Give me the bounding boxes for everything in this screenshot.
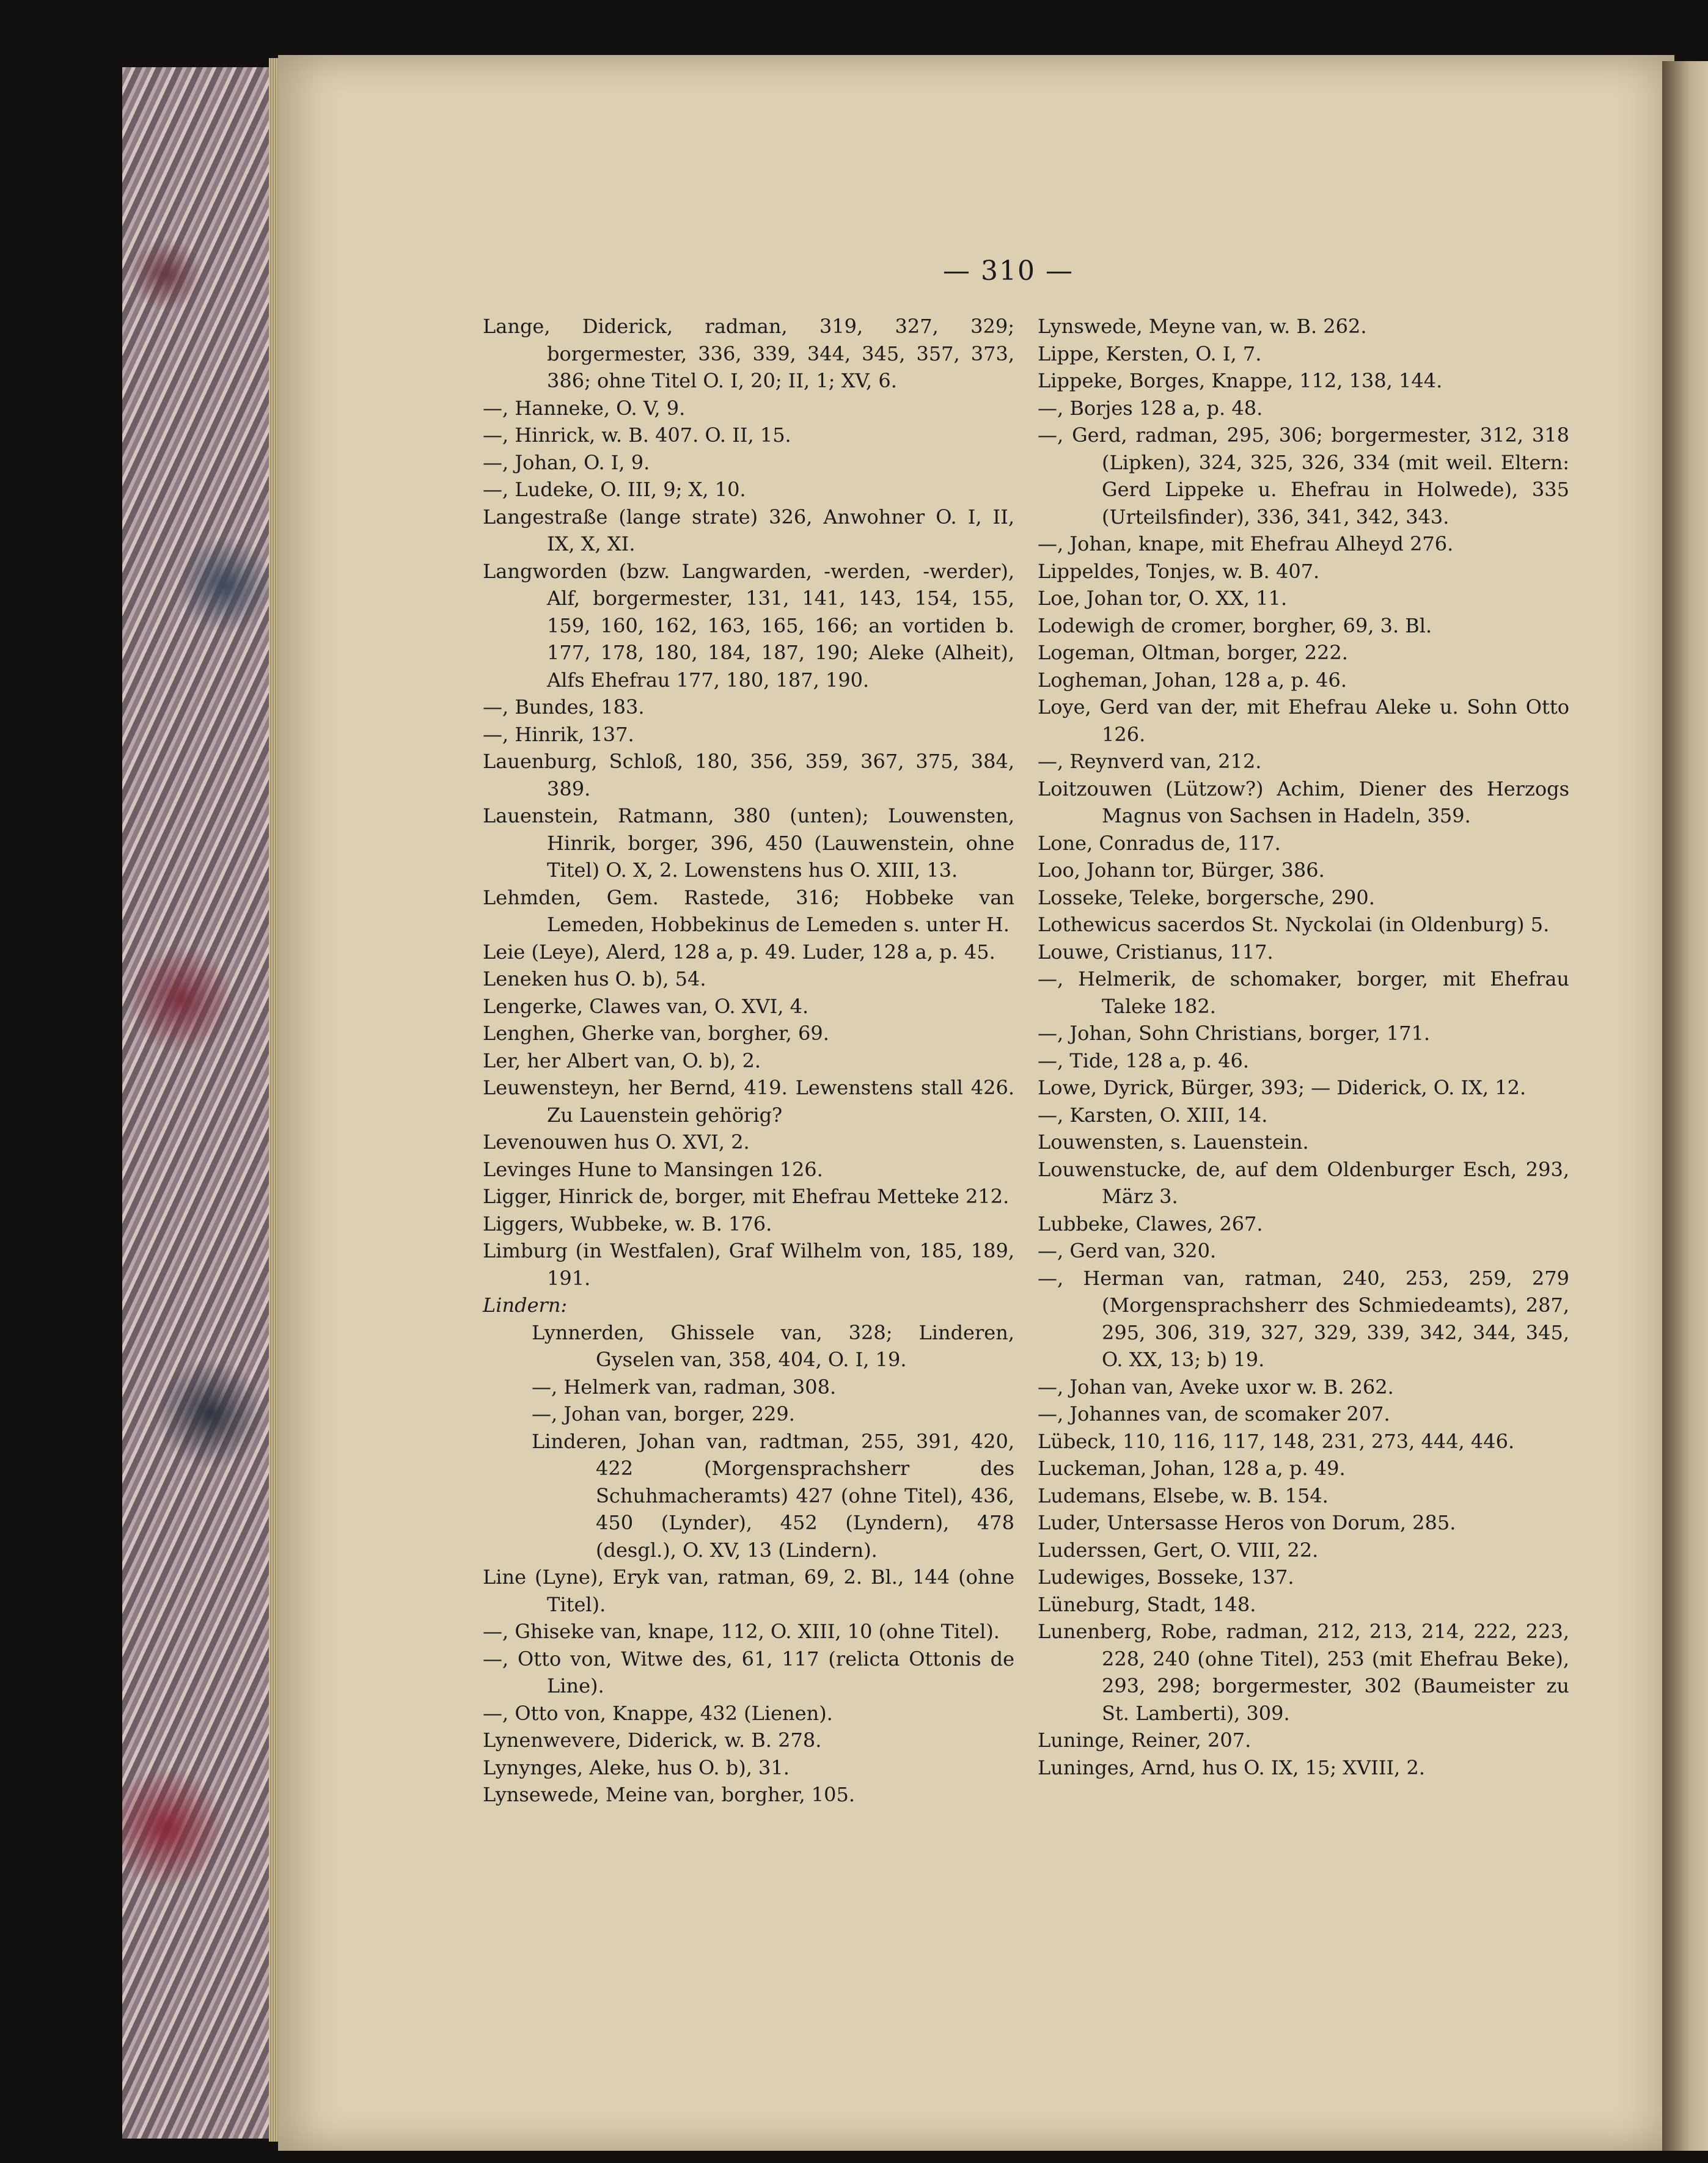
index-entry: Levinges Hune to Mansingen 126. xyxy=(483,1157,823,1181)
index-entry: Langworden (bzw. Langwarden, -werden, -werder), Alf, borgermester, 131, 141, 143, 154, 155, 159, 160, 162, 163, 165, 166; an vortiden b. 177, 178, 180, 184, 187, 190; Aleke (Alheit), Alfs Ehefrau 177, 180, 187, 190. xyxy=(483,559,1014,692)
index-entry: —, Otto von, Witwe des, 61, 117 (relicta Ottonis de Line). xyxy=(483,1647,1014,1697)
index-entry: —, Borjes 128 a, p. 48. xyxy=(1038,396,1263,420)
index-entry: Lange, Diderick, radman, 319, 327, 329; borgermester, 336, 339, 344, 345, 357, 373, 386; ohne Titel O. I, 20; II, 1; XV, 6. xyxy=(483,315,1014,392)
index-entry: Ludewiges, Bosseke, 137. xyxy=(1038,1565,1294,1589)
index-entry: Luder, Untersasse Heros von Dorum, 285. xyxy=(1038,1511,1456,1534)
index-entry: —, Hinrik, 137. xyxy=(483,722,634,746)
index-entry: —, Gerd van, 320. xyxy=(1038,1239,1217,1262)
index-entry: Ligger, Hinrick de, borger, mit Ehefrau Metteke 212. xyxy=(483,1185,1010,1208)
index-entry: Luninges, Arnd, hus O. IX, 15; XVIII, 2. xyxy=(1038,1755,1425,1779)
index-entry: Luninge, Reiner, 207. xyxy=(1038,1729,1252,1752)
index-entry: Lodewigh de cromer, borgher, 69, 3. Bl. xyxy=(1038,613,1432,637)
marbled-book-edge xyxy=(122,67,269,2139)
index-entry: Losseke, Teleke, borgersche, 290. xyxy=(1038,885,1375,909)
index-entry: —, Ludeke, O. III, 9; X, 10. xyxy=(483,478,746,501)
index-entry: Loe, Johan tor, O. XX, 11. xyxy=(1038,587,1288,610)
index-entry: Lynenwevere, Diderick, w. B. 278. xyxy=(483,1729,822,1752)
index-entry: —, Johan, Sohn Christians, borger, 171. xyxy=(1038,1022,1431,1045)
index-entry: Luckeman, Johan, 128 a, p. 49. xyxy=(1038,1457,1346,1480)
index-subentry: —, Helmerk van, radman, 308. xyxy=(532,1375,837,1399)
left-column xyxy=(483,313,1014,1809)
index-entry: Lübeck, 110, 116, 117, 148, 231, 273, 444, 446. xyxy=(1038,1429,1515,1453)
index-entry: —, Karsten, O. XIII, 14. xyxy=(1038,1103,1268,1127)
index-entry: Ludemans, Elsebe, w. B. 154. xyxy=(1038,1484,1329,1507)
index-entry: Lubbeke, Clawes, 267. xyxy=(1038,1212,1263,1235)
index-entry: —, Herman van, ratman, 240, 253, 259, 279 (Morgensprachsherr des Schmiedeamts), 287, 295, 306, 319, 327, 329, 339, 342, 344, 345, O. XX, 13; b) 19. xyxy=(1038,1266,1569,1371)
index-entry: Louwe, Cristianus, 117. xyxy=(1038,940,1274,964)
index-entry: Loitzouwen (Lützow?) Achim, Diener des Herzogs Magnus von Sachsen in Hadeln, 359. xyxy=(1038,777,1569,827)
index-entry: Lippeke, Borges, Knappe, 112, 138, 144. xyxy=(1038,369,1443,392)
index-entry: Lengerke, Clawes van, O. XVI, 4. xyxy=(483,994,809,1018)
index-entry: Lenghen, Gherke van, borgher, 69. xyxy=(483,1022,829,1045)
index-entry: —, Helmerik, de schomaker, borger, mit Ehefrau Taleke 182. xyxy=(1038,967,1569,1018)
index-entry: Lone, Conradus de, 117. xyxy=(1038,831,1281,855)
index-entry: —, Otto von, Knappe, 432 (Lienen). xyxy=(483,1701,833,1725)
index-entry: Liggers, Wubbeke, w. B. 176. xyxy=(483,1212,772,1235)
index-entry: —, Hanneke, O. V, 9. xyxy=(483,396,686,420)
index-entry: —, Ghiseke van, knape, 112, O. XIII, 10 (ohne Titel). xyxy=(483,1620,1000,1643)
index-entry: Louwenstucke, de, auf dem Oldenburger Esch, 293, März 3. xyxy=(1038,1157,1569,1208)
right-column xyxy=(1038,313,1569,1781)
index-entry: Lynswede, Meyne van, w. B. 262. xyxy=(1038,315,1367,338)
index-entry: Loye, Gerd van der, mit Ehefrau Aleke u. Sohn Otto 126. xyxy=(1038,695,1569,746)
index-entry: Lippe, Kersten, O. I, 7. xyxy=(1038,342,1262,365)
index-entry: Lowe, Dyrick, Bürger, 393; — Diderick, O. IX, 12. xyxy=(1038,1076,1527,1099)
index-entry: Loo, Johann tor, Bürger, 386. xyxy=(1038,858,1325,882)
index-subentry: Lynnerden, Ghissele van, 328; Linderen, Gyselen van, 358, 404, O. I, 19. xyxy=(532,1320,1014,1371)
index-entry: Lauenstein, Ratmann, 380 (unten); Louwensten, Hinrik, borger, 396, 450 (Lauwenstein, ohne Titel) O. X, 2. Lowenstens hus O. XIII, 13. xyxy=(483,804,1014,882)
index-subentry: —, Johan van, borger, 229. xyxy=(532,1402,795,1426)
index-entry: —, Bundes, 183. xyxy=(483,695,645,719)
index-entry: Lunenberg, Robe, radman, 212, 213, 214, 222, 223, 228, 240 (ohne Titel), 253 (mit Ehefrau Beke), 293, 298; borgermester, 302 (Baumeister zu St. Lamberti), 309. xyxy=(1038,1620,1569,1725)
index-entry: Ler, her Albert van, O. b), 2. xyxy=(483,1049,761,1072)
index-entry: Lynsewede, Meine van, borgher, 105. xyxy=(483,1783,856,1806)
index-entry: Lauenburg, Schloß, 180, 356, 359, 367, 375, 384, 389. xyxy=(483,750,1014,800)
facing-page-edge xyxy=(1662,61,1708,2151)
index-entry: —, Johan van, Aveke uxor w. B. 262. xyxy=(1038,1375,1394,1399)
index-entry: Lehmden, Gem. Rastede, 316; Hobbeke van Lemeden, Hobbekinus de Lemeden s. unter H. xyxy=(483,885,1014,936)
index-entry: Leneken hus O. b), 54. xyxy=(483,967,706,990)
index-entry: Leie (Leye), Alerd, 128 a, p. 49. Luder, 128 a, p. 45. xyxy=(483,940,995,964)
index-entry: —, Reynverd van, 212. xyxy=(1038,750,1262,773)
index-entry: Line (Lyne), Eryk van, ratman, 69, 2. Bl., 144 (ohne Titel). xyxy=(483,1565,1014,1616)
index-entry: Levenouwen hus O. XVI, 2. xyxy=(483,1130,750,1154)
index-entry: Lothewicus sacerdos St. Nyckolai (in Oldenburg) 5. xyxy=(1038,913,1550,936)
index-subentry: Linderen, Johan van, radtman, 255, 391, 420, 422 (Morgensprachsherr des Schuhmacheramts) 427 (ohne Titel), 436, 450 (Lynder), 452 (Lyndern), 478 (desgl.), O. XV, 13 (Lindern). xyxy=(532,1429,1014,1562)
index-entry: —, Hinrick, w. B. 407. O. II, 15. xyxy=(483,423,791,447)
index-entry: Logheman, Johan, 128 a, p. 46. xyxy=(1038,668,1347,692)
page-number: — 310 — xyxy=(943,255,1074,287)
index-entry: Langestraße (lange strate) 326, Anwohner O. I, II, IX, X, XI. xyxy=(483,505,1014,555)
index-entry: Lynynges, Aleke, hus O. b), 31. xyxy=(483,1755,790,1779)
index-entry: Lippeldes, Tonjes, w. B. 407. xyxy=(1038,559,1320,583)
index-heading: Lindern: xyxy=(483,1294,568,1317)
index-entry: —, Gerd, radman, 295, 306; borgermester, 312, 318 (Lipken), 324, 325, 326, 334 (mit weil. Eltern: Gerd Lippeke u. Ehefrau in Holwede), 335 (Urteilsfinder), 336, 341, 342, 343. xyxy=(1038,423,1569,529)
index-entry: —, Tide, 128 a, p. 46. xyxy=(1038,1049,1250,1072)
index-entry: Louwensten, s. Lauenstein. xyxy=(1038,1130,1309,1154)
index-entry: —, Johan, knape, mit Ehefrau Alheyd 276. xyxy=(1038,532,1454,555)
index-entry: Lüneburg, Stadt, 148. xyxy=(1038,1592,1256,1616)
index-entry: Limburg (in Westfalen), Graf Wilhelm von, 185, 189, 191. xyxy=(483,1239,1014,1290)
index-entry: Luderssen, Gert, O. VIII, 22. xyxy=(1038,1538,1319,1562)
index-entry: Logeman, Oltman, borger, 222. xyxy=(1038,641,1348,664)
index-entry: Leuwensteyn, her Bernd, 419. Lewenstens stall 426. Zu Lauenstein gehörig? xyxy=(483,1076,1014,1127)
index-entry: —, Johannes van, de scomaker 207. xyxy=(1038,1402,1390,1426)
index-entry: —, Johan, O. I, 9. xyxy=(483,450,650,474)
